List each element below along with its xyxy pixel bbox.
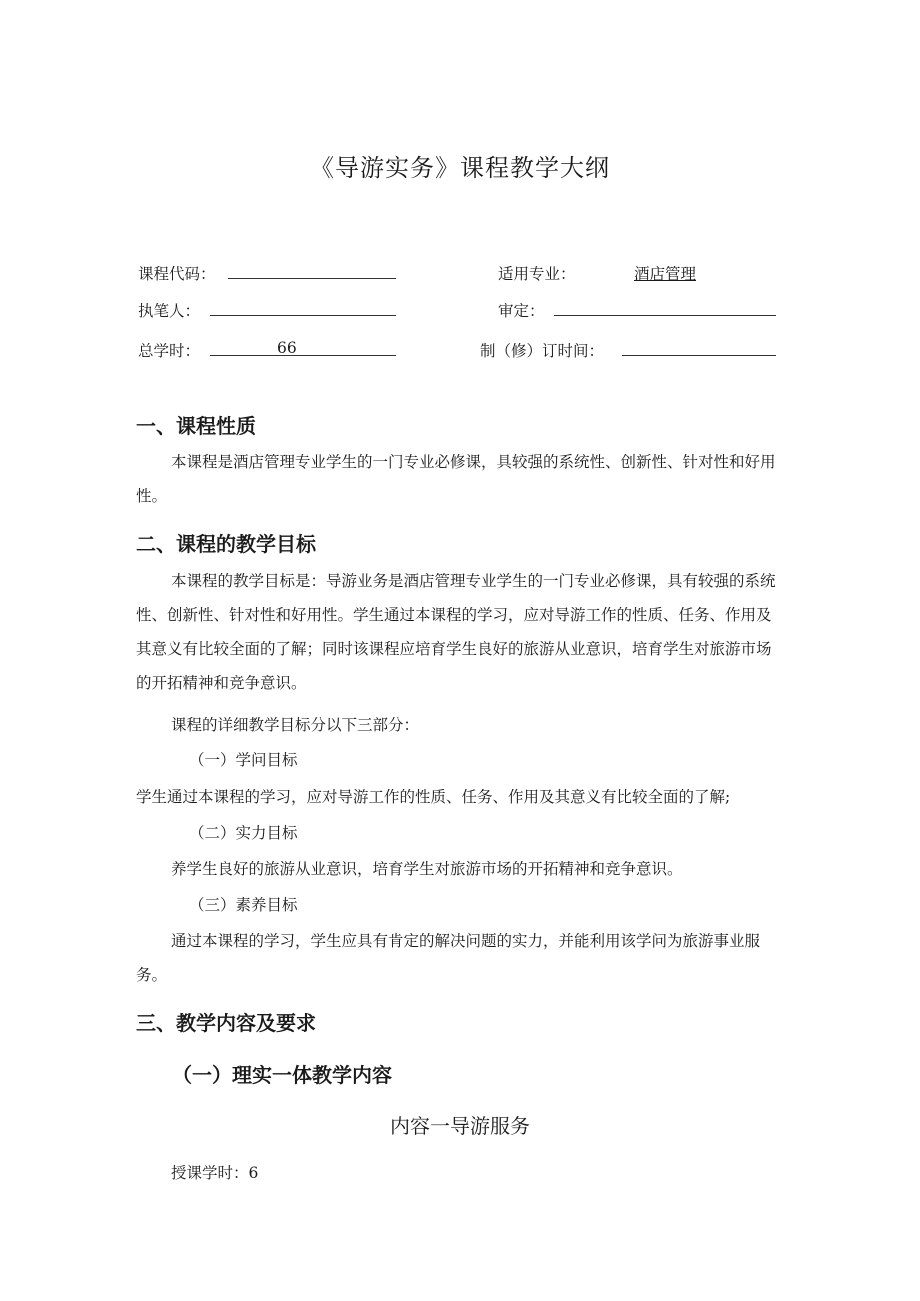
hours-value: 66 <box>277 339 297 357</box>
section2-heading: 二、课程的教学目标 <box>136 532 316 556</box>
author-label: 执笔人： <box>138 302 201 320</box>
reviewer-line <box>554 297 776 316</box>
course-code-label: 课程代码： <box>138 265 216 283</box>
section1-heading: 一、课程性质 <box>136 414 256 438</box>
section3-heading: 三、教学内容及要求 <box>136 1011 316 1035</box>
revision-label: 制（修）订时间： <box>480 342 605 360</box>
goal2-text: 养学生良好的旅游从业意识，培育学生对旅游市场的开拓精神和竞争意识。 <box>171 860 683 878</box>
revision-line <box>622 337 776 356</box>
goal3-heading: （三）素养目标 <box>189 896 298 914</box>
section2-paragraph: 本课程的教学目标是：导游业务是酒店管理专业学生的一门专业必修课，具有较强的系统性、创新性、针对性和好用性。学生通过本课程的学习，应对导游工作的性质、任务、作用及其意义有比较全面的了解；同时该课程应培育学生良好的旅游从业意识，培育学生对旅游市场的开拓精神和竞争意识。 <box>136 572 776 692</box>
section1-paragraph: 本课程是酒店管理专业学生的一门专业必修课，具较强的系统性、创新性、针对性和好用性。 <box>136 453 776 505</box>
teaching-hours: 授课学时：6 <box>171 1164 259 1182</box>
goal3-text: 通过本课程的学习，学生应具有肯定的解决问题的实力，并能利用该学问为旅游事业服务。 <box>136 932 761 984</box>
major-label: 适用专业： <box>498 265 576 283</box>
section3-subheading: （一）理实一体教学内容 <box>172 1063 392 1087</box>
course-code-line <box>228 260 396 279</box>
goal2-heading: （二）实力目标 <box>189 824 298 842</box>
hours-label: 总学时： <box>138 342 201 360</box>
major-value: 酒店管理 <box>634 265 697 283</box>
author-line <box>210 297 396 316</box>
page-title: 《导游实务》课程教学大纲 <box>310 154 610 182</box>
detail-intro: 课程的详细教学目标分以下三部分： <box>171 716 420 734</box>
hours-line <box>210 337 396 356</box>
goal1-text: 学生通过本课程的学习，应对导游工作的性质、任务、作用及其意义有比较全面的了解; <box>136 788 731 806</box>
content-title: 内容一导游服务 <box>390 1114 530 1138</box>
goal1-heading: （一）学问目标 <box>189 751 298 769</box>
reviewer-label: 审定： <box>498 302 545 320</box>
